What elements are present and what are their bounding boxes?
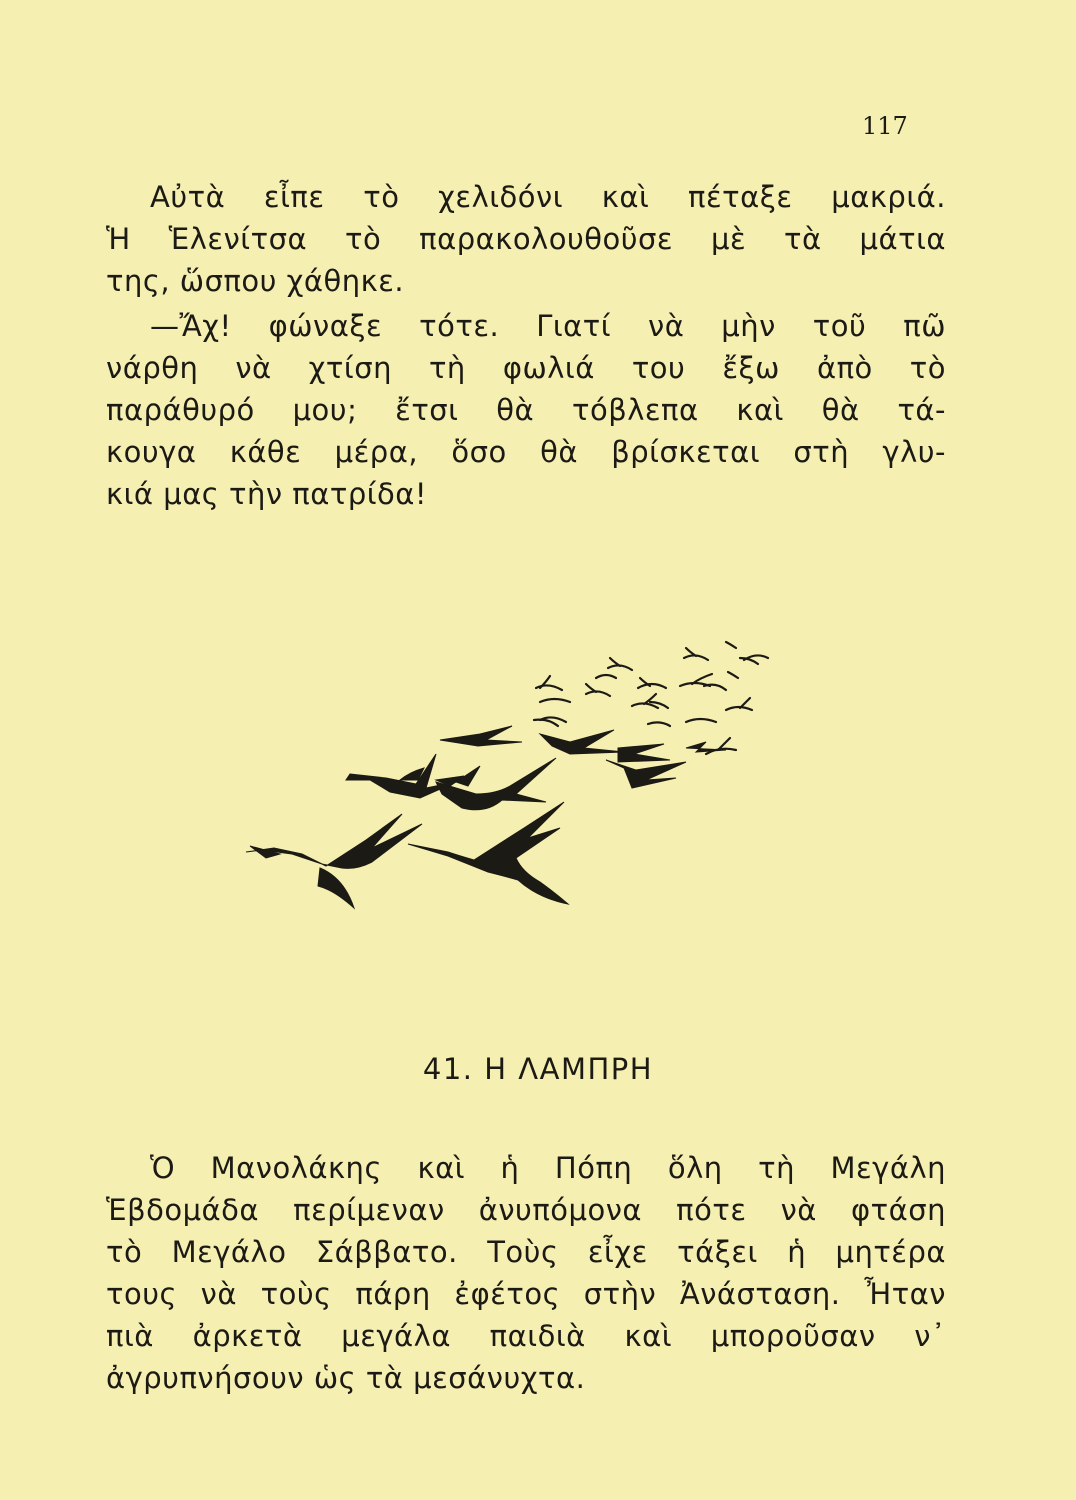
text-line: κουγα κάθε μέρα, ὅσο θὰ βρίσκεται στὴ γλυ- — [106, 435, 946, 469]
text-line: τὸ Μεγάλο Σάββατο. Τοὺς εἶχε τάξει ἡ μητέρα — [106, 1235, 946, 1269]
text-line: κιά μας τὴν πατρίδα! — [106, 477, 428, 511]
text-line: —Ἄχ! φώναξε τότε. Γιατί νὰ μὴν τοῦ πῶ — [150, 309, 946, 343]
paragraph-1 — [106, 176, 946, 302]
text-line: της, ὥσπου χάθηκε. — [106, 264, 405, 298]
text-line: ἀγρυπνήσουν ὡς τὰ μεσάνυχτα. — [106, 1361, 586, 1395]
text-line: τους νὰ τοὺς πάρη ἐφέτος στὴν Ἀνάσταση. Ἦταν — [106, 1277, 946, 1311]
page-number: 117 — [862, 112, 908, 140]
text-line: Ὁ Μανολάκης καὶ ἡ Πόπη ὅλη τὴ Μεγάλη — [150, 1151, 946, 1185]
text-line: παράθυρό μου; ἔτσι θὰ τόβλεπα καὶ θὰ τά- — [106, 393, 946, 427]
text-line: Ἡ Ἑλενίτσα τὸ παρακολουθοῦσε μὲ τὰ μάτια — [106, 222, 946, 256]
paragraph-3 — [106, 1147, 946, 1399]
text-line: νάρθη νὰ χτίση τὴ φωλιά του ἔξω ἀπὸ τὸ — [106, 351, 946, 385]
chapter-heading: 41. Η ΛΑΜΠΡΗ — [422, 1052, 654, 1086]
text-line: Αὐτὰ εἶπε τὸ χελιδόνι καὶ πέταξε μακριά. — [150, 180, 946, 214]
text-line: Ἑβδομάδα περίμεναν ἀνυπόμονα πότε νὰ φτάση — [106, 1193, 946, 1227]
flock-of-swallows-icon — [240, 630, 800, 920]
paragraph-2 — [106, 305, 946, 515]
text-line: πιὰ ἀρκετὰ μεγάλα παιδιὰ καὶ μποροῦσαν ν᾽ — [106, 1319, 946, 1353]
